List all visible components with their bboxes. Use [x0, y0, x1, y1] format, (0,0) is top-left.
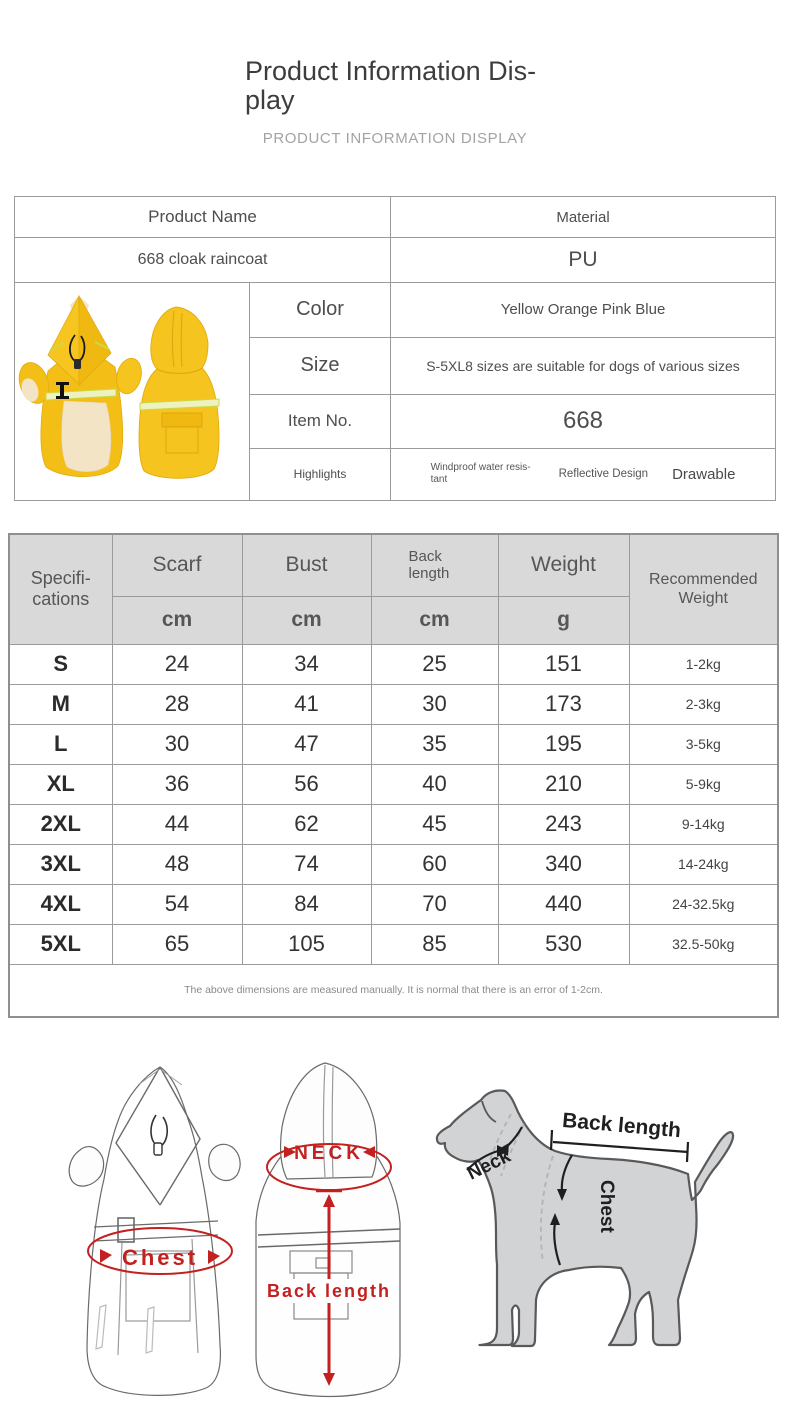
dog-back-length-label: Back length — [561, 1108, 682, 1143]
raincoat-front-photo — [16, 296, 145, 477]
measurement-note: The above dimensions are measured manually. It is normal that there is an error of 1-2cm. — [9, 964, 778, 1017]
dog-measurement-diagram — [425, 1070, 785, 1410]
col-header-weight: Weight — [498, 534, 629, 596]
color-label: Color — [250, 283, 391, 338]
highlights-label: Highlights — [250, 448, 391, 501]
col-header-back-length: Back length — [371, 534, 498, 596]
item-no-value: 668 — [391, 395, 776, 448]
table-row: XL 36 56 40 210 5-9kg — [9, 764, 778, 804]
page-title-line1: Product Information Dis- — [245, 56, 537, 86]
unit-bust: cm — [242, 596, 371, 644]
color-value: Yellow Orange Pink Blue — [391, 283, 776, 338]
highlight-reflective: Reflective Design — [558, 468, 649, 481]
item-no-label: Item No. — [250, 395, 391, 448]
product-name-value: 668 cloak raincoat — [15, 238, 391, 283]
page-subtitle: PRODUCT INFORMATION DISPLAY — [262, 130, 528, 147]
dog-chest-label: Chest — [596, 1180, 617, 1233]
raincoat-back-sketch — [248, 1055, 413, 1427]
size-label: Size — [250, 337, 391, 395]
highlight-windproof: Windproof water resis-tant — [430, 461, 531, 486]
spec-header: Specifi-cations — [9, 534, 112, 644]
table-row: 3XL 48 74 60 340 14-24kg — [9, 844, 778, 884]
page-title-line2: play — [245, 85, 295, 115]
size-value: S-5XL8 sizes are suitable for dogs of various sizes — [391, 337, 776, 395]
highlights-cell — [391, 448, 776, 501]
unit-back-length: cm — [371, 596, 498, 644]
back-length-label: Back length — [266, 1281, 392, 1301]
size-chart-table — [8, 533, 779, 1018]
material-value: PU — [391, 238, 776, 283]
table-row: 5XL 65 105 85 530 32.5-50kg — [9, 924, 778, 964]
material-header: Material — [391, 197, 776, 238]
col-header-bust: Bust — [242, 534, 371, 596]
product-name-header: Product Name — [15, 197, 391, 238]
raincoat-front-sketch — [60, 1055, 252, 1407]
unit-scarf: cm — [112, 596, 242, 644]
chest-label: Chest — [121, 1245, 199, 1270]
table-row: 4XL 54 84 70 440 24-32.5kg — [9, 884, 778, 924]
col-header-scarf: Scarf — [112, 534, 242, 596]
dog-neck-label: Neck — [463, 1145, 515, 1185]
product-info-table — [14, 196, 776, 501]
neck-label: NECK — [294, 1143, 364, 1164]
table-row: S 24 34 25 151 1-2kg — [9, 644, 778, 684]
product-photo-cell — [15, 283, 250, 501]
product-photo — [16, 283, 249, 495]
raincoat-back-photo — [139, 307, 219, 478]
table-row: 2XL 44 62 45 243 9-14kg — [9, 804, 778, 844]
table-row: M 28 41 30 173 2-3kg — [9, 684, 778, 724]
highlight-drawable: Drawable — [672, 465, 736, 483]
col-header-recommended: Recommended Weight — [629, 534, 778, 644]
table-row: L 30 47 35 195 3-5kg — [9, 724, 778, 764]
unit-weight: g — [498, 596, 629, 644]
page-title — [245, 57, 545, 115]
